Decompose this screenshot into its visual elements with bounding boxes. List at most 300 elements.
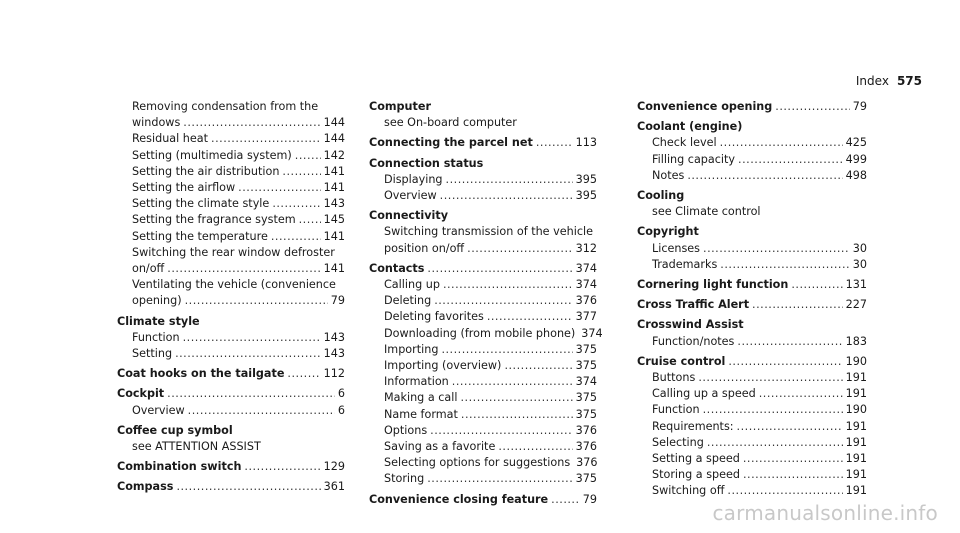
page-ref: 79 xyxy=(330,294,345,308)
page-ref: 376 xyxy=(575,294,597,308)
entry-row xyxy=(652,386,867,402)
index-subentry[interactable] xyxy=(637,467,867,483)
entry-text: opening) xyxy=(132,294,182,308)
page-ref: 312 xyxy=(575,241,597,255)
dot-leader xyxy=(282,164,320,180)
index-entry[interactable] xyxy=(117,386,345,402)
entry-text: Contacts xyxy=(369,261,425,275)
entry-text: Storing xyxy=(384,472,425,486)
dot-leader xyxy=(728,354,842,370)
entry-row xyxy=(652,435,867,451)
page-ref: 191 xyxy=(845,452,867,466)
entry-row xyxy=(369,261,597,277)
index-entry xyxy=(637,119,867,135)
entry-row xyxy=(369,135,597,151)
entry-text: Setting the temperature xyxy=(132,229,268,243)
entry-text: Climate style xyxy=(117,314,200,328)
dot-leader xyxy=(727,483,842,499)
index-subentry[interactable] xyxy=(117,196,345,212)
dot-leader xyxy=(167,261,320,277)
index-entry[interactable] xyxy=(637,277,867,293)
dot-leader xyxy=(287,366,320,382)
dot-leader xyxy=(299,212,321,228)
page-ref: 191 xyxy=(845,484,867,498)
entry-text: Switching off xyxy=(652,484,725,498)
dot-leader xyxy=(743,467,843,483)
dot-leader xyxy=(461,407,573,423)
entry-row xyxy=(637,99,867,115)
entry-row xyxy=(652,419,867,435)
entry-row xyxy=(652,467,867,483)
index-entry[interactable] xyxy=(637,99,867,115)
page-ref: 376 xyxy=(576,456,598,470)
dot-leader xyxy=(440,188,573,204)
entry-text: Crosswind Assist xyxy=(637,318,744,332)
entry-text: Displaying xyxy=(384,172,443,186)
dot-leader xyxy=(698,370,842,386)
page-ref: 144 xyxy=(323,116,345,130)
dot-leader xyxy=(720,257,849,273)
dot-leader xyxy=(737,419,843,435)
index-entry[interactable] xyxy=(117,459,345,475)
index-subentry[interactable] xyxy=(369,188,597,204)
entry-text: Convenience opening xyxy=(637,100,773,113)
page-ref: 131 xyxy=(845,278,867,292)
dot-leader xyxy=(791,277,842,293)
index-title: Index xyxy=(855,74,889,88)
index-entry[interactable] xyxy=(369,492,597,508)
entry-row xyxy=(132,403,345,419)
entry-row xyxy=(117,366,345,382)
entry-text: windows xyxy=(132,116,181,130)
page-ref: 79 xyxy=(852,100,867,113)
index-column-2 xyxy=(369,99,603,508)
page-ref: 375 xyxy=(575,359,597,373)
entry-text: Importing (overview) xyxy=(384,359,502,373)
dot-leader xyxy=(703,241,850,257)
entry-text: Setting the climate style xyxy=(132,197,270,211)
dot-leader xyxy=(441,342,572,358)
watermark: carmanualsonline.info xyxy=(712,501,938,525)
page-ref: 499 xyxy=(845,152,867,166)
index-subentry xyxy=(637,204,867,220)
dot-leader xyxy=(703,402,843,418)
page-ref: 190 xyxy=(845,403,867,417)
entry-row xyxy=(637,354,867,370)
index-subentry[interactable] xyxy=(369,224,597,256)
entry-text: Saving as a favorite xyxy=(384,440,496,454)
entry-text: Cruise control xyxy=(637,354,726,368)
index-entry[interactable] xyxy=(117,366,345,382)
entry-text: Setting a speed xyxy=(652,452,740,466)
page-ref: 141 xyxy=(323,164,345,178)
index-subentry[interactable] xyxy=(369,407,597,423)
page-ref: 112 xyxy=(323,367,345,381)
dot-leader xyxy=(272,196,320,212)
index-subentry[interactable] xyxy=(117,403,345,419)
dot-leader xyxy=(460,390,572,406)
dot-leader xyxy=(743,451,843,467)
dot-leader xyxy=(271,229,321,245)
entry-row xyxy=(132,148,345,164)
dot-leader xyxy=(167,386,335,402)
index-subentry[interactable] xyxy=(637,386,867,402)
dot-leader xyxy=(775,99,849,115)
entry-text: Residual heat xyxy=(132,132,209,146)
dot-leader xyxy=(211,131,321,147)
entry-text: Storing a speed xyxy=(652,468,740,482)
entry-text: Removing condensation from the xyxy=(132,100,319,113)
page-ref: 375 xyxy=(575,407,597,421)
dot-leader xyxy=(759,386,843,402)
index-entry xyxy=(369,99,597,115)
entry-row xyxy=(132,229,345,245)
entry-row xyxy=(117,479,345,495)
entry-text: Function xyxy=(132,330,180,344)
entry-row xyxy=(117,459,345,475)
entry-text: Coolant (engine) xyxy=(637,120,743,134)
index-entry xyxy=(117,423,345,439)
dot-leader xyxy=(446,172,573,188)
entry-row xyxy=(384,172,597,188)
entry-text: on/off xyxy=(132,262,165,276)
dot-leader xyxy=(188,403,335,419)
entry-text: Options xyxy=(384,423,428,437)
index-subentry[interactable] xyxy=(637,334,867,350)
page-ref: 191 xyxy=(845,371,867,385)
index-subentry[interactable] xyxy=(369,326,603,342)
dot-leader xyxy=(738,152,843,168)
entry-row xyxy=(369,492,597,508)
entry-text: Coffee cup symbol xyxy=(117,423,233,437)
entry-text: Calling up xyxy=(384,278,440,292)
dot-leader xyxy=(183,115,320,131)
index-subentry[interactable] xyxy=(117,148,345,164)
index-subentry[interactable] xyxy=(369,390,597,406)
dot-leader xyxy=(737,334,842,350)
index-subentry[interactable] xyxy=(369,172,597,188)
dot-leader xyxy=(175,346,321,362)
entry-row xyxy=(132,293,345,309)
index-entry xyxy=(369,208,597,224)
index-subentry[interactable] xyxy=(117,164,345,180)
dot-leader xyxy=(443,277,573,293)
entry-text: Cross Traffic Alert xyxy=(637,298,750,312)
page-ref: 191 xyxy=(845,435,867,449)
entry-row xyxy=(384,241,597,257)
page-ref: 190 xyxy=(845,354,867,368)
index-subentry[interactable] xyxy=(637,483,867,499)
page-ref: 375 xyxy=(575,391,597,405)
page-ref: 498 xyxy=(845,168,867,182)
dot-leader xyxy=(238,180,321,196)
index-entry xyxy=(117,314,345,330)
index-subentry xyxy=(117,439,345,455)
dot-leader xyxy=(452,374,573,390)
index-entry xyxy=(637,224,867,240)
entry-text: Filling capacity xyxy=(652,152,736,166)
page-ref: 227 xyxy=(845,298,867,312)
entry-row xyxy=(652,135,867,151)
entry-text: Notes xyxy=(652,168,685,182)
dot-leader xyxy=(467,241,573,257)
dot-leader xyxy=(434,293,572,309)
page-ref: 374 xyxy=(575,375,597,389)
entry-text: Cooling xyxy=(637,189,685,203)
entry-row xyxy=(384,390,597,406)
entry-row xyxy=(384,326,603,342)
page-number: 575 xyxy=(896,74,922,88)
entry-row xyxy=(132,261,345,277)
page-ref: 30 xyxy=(852,257,867,271)
index-subentry[interactable] xyxy=(637,168,867,184)
entry-row xyxy=(384,293,597,309)
page-ref: 376 xyxy=(575,440,597,454)
entry-text: Setting the airflow xyxy=(132,181,236,195)
page-ref: 143 xyxy=(323,197,345,211)
dot-leader xyxy=(427,261,572,277)
index-subentry[interactable] xyxy=(637,419,867,435)
entry-text: Requirements: xyxy=(652,419,734,433)
dot-leader xyxy=(244,459,320,475)
dot-leader xyxy=(551,492,580,508)
page-ref: 129 xyxy=(323,460,345,474)
entry-row xyxy=(652,168,867,184)
index-subentry[interactable] xyxy=(369,309,597,325)
page-header xyxy=(856,74,922,88)
entry-text: see Climate control xyxy=(652,205,761,219)
entry-row xyxy=(652,257,867,273)
page-ref: 30 xyxy=(852,241,867,255)
index-subentry[interactable] xyxy=(117,99,345,131)
entry-text: Connectivity xyxy=(369,209,448,223)
page-ref: 361 xyxy=(323,480,345,494)
dot-leader xyxy=(183,330,321,346)
dot-leader xyxy=(720,135,843,151)
index-entry[interactable] xyxy=(637,297,867,313)
index-subentry[interactable] xyxy=(369,439,597,455)
dot-leader xyxy=(430,423,572,439)
index-subentry[interactable] xyxy=(369,277,597,293)
entry-text: Making a call xyxy=(384,391,458,405)
entry-text: Overview xyxy=(132,403,185,417)
dot-leader xyxy=(185,293,328,309)
index-subentry[interactable] xyxy=(369,358,597,374)
entry-row xyxy=(132,196,345,212)
page-ref: 142 xyxy=(323,148,345,162)
entry-text: Deleting favorites xyxy=(384,310,484,324)
entry-text: Deleting xyxy=(384,294,432,308)
index-subentry[interactable] xyxy=(637,402,867,418)
dot-leader xyxy=(295,148,321,164)
entry-row xyxy=(384,439,597,455)
entry-text: Convenience closing feature xyxy=(369,492,549,506)
entry-row xyxy=(384,374,597,390)
dot-leader xyxy=(687,168,842,184)
entry-text: Coat hooks on the tailgate xyxy=(117,367,285,381)
entry-row xyxy=(132,131,345,147)
dot-leader xyxy=(498,439,572,455)
page-ref: 374 xyxy=(575,278,597,292)
entry-text: Selecting options for suggestions xyxy=(384,456,571,470)
page-ref: 374 xyxy=(575,261,597,275)
index-entry[interactable] xyxy=(369,261,597,277)
entry-text: see ATTENTION ASSIST xyxy=(132,440,261,454)
entry-text: Setting xyxy=(132,347,173,361)
entry-row xyxy=(652,451,867,467)
index-subentry[interactable] xyxy=(369,342,597,358)
dot-leader xyxy=(427,471,572,487)
page-ref: 143 xyxy=(323,330,345,344)
page-ref: 395 xyxy=(575,189,597,203)
page-ref: 395 xyxy=(575,172,597,186)
entry-row xyxy=(652,370,867,386)
entry-text: Function xyxy=(652,403,700,417)
index-entry xyxy=(637,188,867,204)
entry-row xyxy=(117,386,345,402)
index-subentry[interactable] xyxy=(117,277,345,309)
page-ref: 141 xyxy=(323,262,345,276)
entry-row xyxy=(132,330,345,346)
entry-row xyxy=(384,188,597,204)
entry-row xyxy=(384,309,597,325)
entry-text: Switching the rear window defroster xyxy=(132,245,335,259)
entry-text: Connection status xyxy=(369,156,484,170)
entry-text: Information xyxy=(384,375,449,389)
page-ref: 376 xyxy=(575,423,597,437)
entry-row xyxy=(384,407,597,423)
entry-text: Check level xyxy=(652,136,717,150)
index-entry[interactable] xyxy=(117,479,345,495)
entry-row xyxy=(637,297,867,313)
dot-leader xyxy=(504,358,572,374)
entry-row xyxy=(384,471,597,487)
entry-row xyxy=(652,241,867,257)
dot-leader xyxy=(707,435,843,451)
index-entry xyxy=(369,156,597,172)
entry-text: Overview xyxy=(384,189,437,203)
dot-leader xyxy=(176,479,320,495)
entry-text: Trademarks xyxy=(652,257,718,271)
entry-text: Licenses xyxy=(652,241,701,255)
page-ref: 183 xyxy=(845,334,867,348)
index-column-3 xyxy=(637,99,867,500)
entry-row xyxy=(384,455,597,471)
entry-text: Cornering light function xyxy=(637,278,789,292)
entry-row xyxy=(652,402,867,418)
index-subentry[interactable] xyxy=(117,245,345,277)
dot-leader xyxy=(536,135,573,151)
index-subentry[interactable] xyxy=(117,131,345,147)
dot-leader xyxy=(487,309,573,325)
page-ref: 145 xyxy=(323,213,345,227)
page-ref: 113 xyxy=(575,136,597,150)
entry-text: Connecting the parcel net xyxy=(369,136,533,150)
index-subentry xyxy=(369,115,597,131)
index-subentry[interactable] xyxy=(369,374,597,390)
index-subentry[interactable] xyxy=(637,241,867,257)
entry-row xyxy=(384,342,597,358)
entry-text: Computer xyxy=(369,100,431,113)
entry-text: Switching transmission of the vehicle xyxy=(384,225,593,239)
index-entry[interactable] xyxy=(637,354,867,370)
index-subentry[interactable] xyxy=(117,180,345,196)
page-ref: 141 xyxy=(323,229,345,243)
page-ref: 191 xyxy=(845,468,867,482)
index-subentry[interactable] xyxy=(637,435,867,451)
index-subentry[interactable] xyxy=(369,293,597,309)
page-ref: 144 xyxy=(323,132,345,146)
page-ref: 143 xyxy=(323,347,345,361)
index-column-1 xyxy=(117,99,345,496)
entry-row xyxy=(384,358,597,374)
page-ref: 141 xyxy=(323,181,345,195)
index-subentry[interactable] xyxy=(117,212,345,228)
index-subentry[interactable] xyxy=(637,257,867,273)
index-subentry[interactable] xyxy=(369,471,597,487)
index-subentry[interactable] xyxy=(637,370,867,386)
entry-text: Setting the fragrance system xyxy=(132,213,296,227)
entry-row xyxy=(132,180,345,196)
index-subentry[interactable] xyxy=(117,346,345,362)
index-subentry[interactable] xyxy=(369,455,597,471)
entry-row xyxy=(637,277,867,293)
index-subentry[interactable] xyxy=(117,229,345,245)
index-entry[interactable] xyxy=(369,135,597,151)
entry-text: Setting the air distribution xyxy=(132,164,280,178)
index-subentry[interactable] xyxy=(117,330,345,346)
entry-row xyxy=(384,423,597,439)
entry-text: Selecting xyxy=(652,435,704,449)
entry-text: Ventilating the vehicle (convenience xyxy=(132,278,336,292)
entry-text: Copyright xyxy=(637,225,699,239)
entry-row xyxy=(132,212,345,228)
page-ref: 375 xyxy=(575,342,597,356)
entry-row xyxy=(652,334,867,350)
entry-text: position on/off xyxy=(384,241,465,255)
index-subentry[interactable] xyxy=(637,135,867,151)
entry-row xyxy=(132,164,345,180)
page-ref: 374 xyxy=(581,326,603,340)
page-ref: 377 xyxy=(575,310,597,324)
entry-text: Compass xyxy=(117,480,174,494)
entry-text: Name format xyxy=(384,407,458,421)
index-subentry[interactable] xyxy=(637,451,867,467)
entry-text: see On-board computer xyxy=(384,116,517,130)
entry-text: Setting (multimedia system) xyxy=(132,148,292,162)
page-ref: 425 xyxy=(845,136,867,150)
index-entry xyxy=(637,317,867,333)
page-ref: 6 xyxy=(337,387,345,401)
page-ref: 375 xyxy=(575,472,597,486)
entry-text: Downloading (from mobile phone) xyxy=(384,326,576,340)
entry-row xyxy=(132,346,345,362)
page-ref: 191 xyxy=(845,387,867,401)
entry-row xyxy=(652,483,867,499)
index-subentry[interactable] xyxy=(637,152,867,168)
entry-text: Buttons xyxy=(652,371,696,385)
entry-row xyxy=(652,152,867,168)
entry-row xyxy=(132,115,345,131)
entry-text: Calling up a speed xyxy=(652,387,756,401)
page-ref: 79 xyxy=(582,492,597,506)
entry-row xyxy=(384,277,597,293)
entry-text: Cockpit xyxy=(117,387,165,401)
entry-text: Combination switch xyxy=(117,460,242,474)
page-ref: 191 xyxy=(845,419,867,433)
entry-text: Importing xyxy=(384,342,439,356)
index-subentry[interactable] xyxy=(369,423,597,439)
